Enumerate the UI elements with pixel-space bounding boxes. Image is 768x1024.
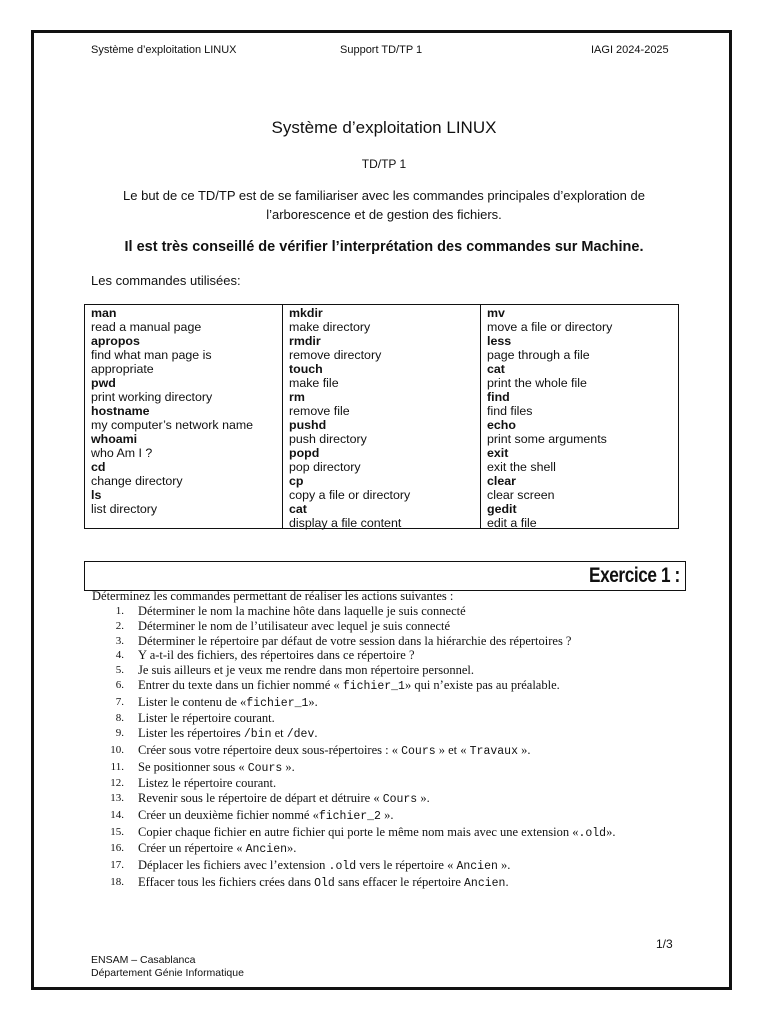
command-description: pop directory xyxy=(289,460,361,474)
command-name: cp xyxy=(289,474,304,488)
advice-text: Il est très conseillé de vérifier l’interprétation des commandes sur Machine. xyxy=(124,239,644,255)
exercise-item-code: .old xyxy=(328,860,357,873)
command-description: page through a file xyxy=(487,348,590,362)
intro-line-1: Le but de ce TD/TP est de se familiariser avec les commandes principales d’exploration de xyxy=(123,188,645,203)
command-description: who Am I ? xyxy=(91,446,153,460)
exercise-item-text: Je suis ailleurs et je veux me rendre dans mon répertoire personnel. xyxy=(138,663,474,677)
command-name: gedit xyxy=(487,502,517,516)
header-course: Système d’exploitation LINUX xyxy=(91,44,237,56)
exercise-item xyxy=(92,841,615,858)
command-name: rm xyxy=(289,390,305,404)
exercise-item xyxy=(92,875,615,892)
exercise-item-text: Lister le répertoire courant. xyxy=(138,711,275,726)
exercise-item-text: sans effacer le répertoire xyxy=(334,874,465,889)
command-name: cat xyxy=(487,362,505,376)
exercise-item-text: vers le répertoire « xyxy=(356,858,457,872)
exercise-item-text: Lister le contenu de « xyxy=(138,694,247,709)
command-name: hostname xyxy=(91,404,150,418)
exercise-item xyxy=(92,619,615,634)
exercise-item-text: ». xyxy=(308,694,318,709)
exercise-item-code: /dev xyxy=(286,728,315,741)
exercise-item-code: Cours xyxy=(401,744,436,758)
exercise-item-text: ». xyxy=(497,858,511,872)
command-description: print some arguments xyxy=(487,432,607,446)
command-description: display a file content xyxy=(289,516,402,530)
exercise-item-text: ». xyxy=(606,824,616,839)
exercise-item xyxy=(92,791,615,808)
command-description: change directory xyxy=(91,474,183,488)
command-name: find xyxy=(487,390,510,404)
exercise-item-text: Listez le répertoire courant. xyxy=(138,776,277,791)
command-description: copy a file or directory xyxy=(289,488,411,502)
command-description: my computer’s network name xyxy=(91,418,254,432)
command-description: find files xyxy=(487,404,533,418)
exercise-item-text: ». xyxy=(517,742,531,757)
exercise-item xyxy=(92,604,615,619)
exercise-item-text: » qui n’existe pas au préalable. xyxy=(404,677,560,692)
command-name: pwd xyxy=(91,376,116,390)
command-description: remove directory xyxy=(289,348,382,362)
exercise-item-text: Lister les répertoires xyxy=(138,726,244,740)
command-name: man xyxy=(91,306,117,320)
page-number: 1/3 xyxy=(656,937,673,951)
exercise-item xyxy=(92,776,615,791)
exercise-item-code: .old xyxy=(578,826,607,840)
exercise-item-text: et xyxy=(271,726,287,740)
command-name: whoami xyxy=(91,432,138,446)
footer-department: Département Génie Informatique xyxy=(91,967,244,979)
exercise-item-text: . xyxy=(505,874,509,889)
exercise-item-text: Effacer tous les fichiers crées dans xyxy=(138,874,315,889)
exercise-item-number: 18. xyxy=(110,875,124,888)
exercise-item-number: 14. xyxy=(110,808,124,821)
exercise-item-code: Ancien xyxy=(245,843,288,857)
exercise-item-code: Ancien xyxy=(456,860,498,873)
exercise-item xyxy=(92,678,615,695)
exercise-item-number: 6. xyxy=(115,678,124,691)
commands-label: Les commandes utilisées: xyxy=(91,273,241,288)
exercise-item-code: Cours xyxy=(382,793,418,806)
exercise-item-code: Old xyxy=(314,876,335,890)
command-description: appropriate xyxy=(91,362,154,376)
command-name: pushd xyxy=(289,418,327,432)
exercise-item-number: 16. xyxy=(110,842,124,855)
exercise-item-code: /bin xyxy=(243,728,272,741)
command-description: read a manual page xyxy=(91,320,202,334)
command-description: make file xyxy=(289,376,339,390)
exercise-item-text: Revenir sous le répertoire de départ et détruire « xyxy=(138,791,383,805)
exercise-title-box xyxy=(84,561,686,591)
exercise-item-code: fichier_1 xyxy=(246,696,309,710)
exercise-item-text: Créer un répertoire « xyxy=(138,841,246,856)
exercise-item xyxy=(92,808,615,825)
exercise-item-text: Y a-t-il des fichiers, des répertoires dans ce répertoire ? xyxy=(138,648,415,663)
exercise-item-text: » et « xyxy=(435,742,470,757)
exercise-item-code: fichier_2 xyxy=(318,809,381,823)
exercise-title: Exercice 1 : xyxy=(589,564,681,587)
exercise-item-number: 1. xyxy=(115,605,124,617)
exercise-item-text: ». xyxy=(287,841,297,856)
exercise-item-number: 15. xyxy=(110,825,124,838)
command-description: move a file or directory xyxy=(487,320,613,334)
exercise-item xyxy=(92,648,615,663)
exercise-item-number: 9. xyxy=(115,727,124,739)
command-description: list directory xyxy=(91,502,158,516)
command-description: push directory xyxy=(289,432,367,446)
footer-school: ENSAM – Casablanca xyxy=(91,954,196,966)
exercise-item-text: Copier chaque fichier en autre fichier qui porte le même nom mais avec une extension « xyxy=(138,824,579,839)
exercise-item-code: Travaux xyxy=(469,744,518,758)
exercise-item-code: fichier_1 xyxy=(342,679,405,693)
exercise-item xyxy=(92,743,615,760)
exercise-item xyxy=(92,726,615,743)
intro-line-2: l’arborescence et de gestion des fichiers. xyxy=(266,207,502,222)
command-name: cat xyxy=(289,502,307,516)
exercise-item xyxy=(92,760,615,777)
exercise-item xyxy=(92,695,615,712)
command-description: find what man page is xyxy=(91,348,212,362)
exercise-item-text: Entrer du texte dans un fichier nommé « xyxy=(138,677,343,692)
command-name: mkdir xyxy=(289,306,323,320)
command-name: ls xyxy=(91,488,102,502)
command-name: mv xyxy=(487,306,505,320)
header-support: Support TD/TP 1 xyxy=(340,44,423,56)
exercise-item-number: 2. xyxy=(115,619,124,632)
exercise-item-text: . xyxy=(314,726,318,740)
exercise-item-code: Ancien xyxy=(464,876,506,890)
exercise-item-text: Créer un deuxième fichier nommé « xyxy=(138,807,319,822)
exercise-instruction: Déterminez les commandes permettant de réaliser les actions suivantes : xyxy=(92,589,454,603)
exercise-item-text: Déterminer le nom de l’utilisateur avec lequel je suis connecté xyxy=(138,618,451,633)
exercise-item-text: Déplacer les fichiers avec l’extension xyxy=(138,858,329,872)
exercise-item-text: Se positionner sous « xyxy=(138,759,248,774)
exercise-item-text: ». xyxy=(417,791,430,805)
exercise-item-code: Cours xyxy=(247,761,283,775)
exercise-item xyxy=(92,858,615,875)
exercise-item-number: 10. xyxy=(110,743,124,756)
exercise-item-text: Déterminer le répertoire par défaut de votre session dans la hiérarchie des répertoires ? xyxy=(138,633,572,648)
exercise-item xyxy=(92,825,615,842)
exercise-item-number: 12. xyxy=(110,777,124,790)
command-name: exit xyxy=(487,446,509,460)
document-title: Système d’exploitation LINUX xyxy=(271,118,497,137)
exercise-item-text: Déterminer le nom la machine hôte dans laquelle je suis connecté xyxy=(138,604,466,618)
intro-paragraph xyxy=(0,186,768,224)
command-name: clear xyxy=(487,474,516,488)
commands-table xyxy=(84,304,679,529)
exercise-item xyxy=(92,711,615,726)
command-description: clear screen xyxy=(487,488,555,502)
exercise-item xyxy=(92,634,615,649)
exercise-item xyxy=(92,663,615,678)
exercise-item-number: 5. xyxy=(115,664,124,676)
document-subtitle: TD/TP 1 xyxy=(361,157,407,171)
exercise-item-number: 3. xyxy=(115,634,124,647)
command-description: print the whole file xyxy=(487,376,587,390)
commands-column-2 xyxy=(282,305,480,528)
command-name: echo xyxy=(487,418,516,432)
header-year: IAGI 2024-2025 xyxy=(591,44,669,56)
command-description: make directory xyxy=(289,320,371,334)
exercise-list xyxy=(92,604,615,892)
exercise-item-text: ». xyxy=(282,759,295,774)
command-name: cd xyxy=(91,460,106,474)
command-description: exit the shell xyxy=(487,460,556,474)
command-description: edit a file xyxy=(487,516,537,530)
exercise-item-number: 7. xyxy=(115,695,124,708)
command-description: print working directory xyxy=(91,390,213,404)
commands-column-1 xyxy=(85,305,282,528)
command-name: rmdir xyxy=(289,334,321,348)
exercise-item-text: Créer sous votre répertoire deux sous-répertoires : « xyxy=(138,742,402,757)
command-name: apropos xyxy=(91,334,140,348)
exercise-item-number: 11. xyxy=(110,760,124,773)
exercise-item-number: 17. xyxy=(110,859,124,871)
command-name: touch xyxy=(289,362,323,376)
commands-column-3 xyxy=(480,305,678,528)
exercise-item-number: 8. xyxy=(115,712,124,725)
exercise-item-number: 4. xyxy=(115,649,124,662)
exercise-item-number: 13. xyxy=(110,792,124,804)
exercise-item-text: ». xyxy=(380,807,394,822)
command-name: popd xyxy=(289,446,320,460)
command-name: less xyxy=(487,334,512,348)
command-description: remove file xyxy=(289,404,350,418)
